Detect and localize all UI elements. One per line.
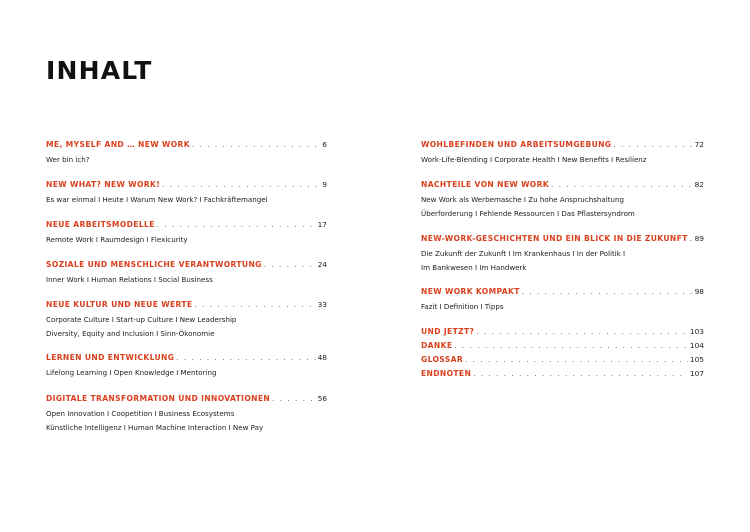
page-title: INHALT <box>46 56 153 85</box>
toc-subtopics: Lifelong Learning I Open Knowledge I Mentoring <box>46 368 217 377</box>
leader-dots <box>454 341 688 352</box>
toc-entry[interactable] <box>421 179 704 220</box>
page-number: 48 <box>317 353 327 362</box>
toc-heading-row <box>421 179 704 191</box>
toc-heading-row <box>46 393 327 405</box>
toc-entry[interactable] <box>46 259 327 287</box>
leader-dots <box>157 220 316 231</box>
toc-subtopics: Diversity, Equity and Inclusion I Sinn-Ökonomie <box>46 328 215 338</box>
toc-entry[interactable] <box>421 139 704 167</box>
page-number: 82 <box>694 180 704 189</box>
page-number: 24 <box>317 260 327 269</box>
toc-subtopics: Fazit I Definition I Tipps <box>421 302 504 311</box>
toc-subtopics: Work-Life-Blending I Corporate Health I New Benefits I Resilienz <box>421 155 647 164</box>
page-number: 104 <box>689 341 704 350</box>
toc-heading-row <box>421 354 704 366</box>
toc-subtopics: Corporate Culture I Start-up Culture I New Leadership <box>46 315 237 324</box>
toc-entry[interactable] <box>46 299 327 340</box>
page-number: 9 <box>322 180 327 189</box>
toc-entry[interactable] <box>421 340 704 352</box>
page-number: 98 <box>694 287 704 296</box>
toc-entry[interactable] <box>421 368 704 380</box>
toc-heading-row <box>46 179 327 191</box>
leader-dots <box>522 287 693 298</box>
toc-subtopics: Open Innovation I Coopetition I Business Ecosystems <box>46 409 235 418</box>
toc-subtopics: Künstliche Intelligenz I Human Machine Interaction I New Pay <box>46 422 264 432</box>
leader-dots <box>690 234 693 245</box>
toc-entry[interactable] <box>421 286 704 314</box>
toc-subtopics: Überforderung I Fehlende Ressourcen I Das Pflastersyndrom <box>421 208 635 218</box>
toc-heading-row <box>46 259 327 271</box>
toc-heading-row <box>421 326 704 338</box>
toc-heading-row <box>421 340 704 352</box>
toc-subtopics: Remote Work I Raumdesign I Flexicurity <box>46 235 188 244</box>
page-number: 6 <box>322 140 327 149</box>
toc-chapter-title[interactable]: ENDNOTEN <box>421 369 472 378</box>
leader-dots <box>473 369 688 380</box>
page-number: 107 <box>689 369 704 378</box>
toc-subtopics: Im Bankwesen I Im Handwerk <box>421 262 527 272</box>
toc-chapter-title[interactable]: GLOSSAR <box>421 355 464 364</box>
leader-dots <box>194 300 315 311</box>
toc-heading-row <box>421 286 704 298</box>
page-number: 33 <box>317 300 327 309</box>
toc-heading-row <box>421 233 704 245</box>
leader-dots <box>176 353 315 364</box>
toc-chapter-title[interactable]: NACHTEILE VON NEW WORK <box>421 180 550 189</box>
toc-entry[interactable] <box>46 393 327 434</box>
toc-chapter-title[interactable]: ME, MYSELF AND … NEW WORK <box>46 140 190 149</box>
toc-subtopics: New Work als Werbemasche I Zu hohe Anspruchshaltung <box>421 195 624 204</box>
toc-heading-row <box>421 368 704 380</box>
toc-heading-row <box>46 139 327 151</box>
toc-subtopics: Wer bin ich? <box>46 155 90 164</box>
toc-heading-row <box>46 352 327 364</box>
leader-dots <box>264 260 316 271</box>
toc-heading-row <box>46 299 327 311</box>
toc-subtopics: Es war einmal I Heute I Warum New Work? I Fachkräftemangel <box>46 195 268 204</box>
toc-entry[interactable] <box>421 326 704 338</box>
toc-chapter-title[interactable]: DIGITALE TRANSFORMATION UND INNOVATIONEN <box>46 394 271 403</box>
toc-subtopics: Die Zukunft der Zukunft I Im Krankenhaus I In der Politik I <box>421 249 626 258</box>
toc-heading-row <box>421 139 704 151</box>
page-number: 89 <box>694 234 704 243</box>
page-number: 72 <box>694 140 704 149</box>
toc-entry[interactable] <box>421 233 704 274</box>
leader-dots <box>476 327 688 338</box>
toc-heading-row <box>46 219 327 231</box>
page-number: 17 <box>317 220 327 229</box>
toc-chapter-title[interactable]: DANKE <box>421 341 453 350</box>
toc-chapter-title[interactable]: NEW WHAT? NEW WORK! <box>46 180 161 189</box>
page-number: 105 <box>689 355 704 364</box>
page-number: 56 <box>317 394 327 403</box>
leader-dots <box>551 180 693 191</box>
toc-chapter-title[interactable]: NEUE ARBEITSMODELLE <box>46 220 155 229</box>
toc-entry[interactable] <box>46 179 327 207</box>
toc-entry[interactable] <box>46 219 327 247</box>
toc-chapter-title[interactable]: LERNEN UND ENTWICKLUNG <box>46 353 175 362</box>
toc-entry[interactable] <box>421 354 704 366</box>
leader-dots <box>272 394 315 405</box>
toc-chapter-title[interactable]: NEW WORK KOMPAKT <box>421 287 520 296</box>
page-number: 103 <box>689 327 704 336</box>
toc-subtopics: Inner Work I Human Relations I Social Business <box>46 275 213 284</box>
leader-dots <box>465 355 688 366</box>
toc-chapter-title[interactable]: NEUE KULTUR UND NEUE WERTE <box>46 300 193 309</box>
toc-chapter-title[interactable]: WOHLBEFINDEN UND ARBEITSUMGEBUNG <box>421 140 612 149</box>
toc-chapter-title[interactable]: NEW-WORK-GESCHICHTEN UND EIN BLICK IN DIE ZUKUNFT <box>421 234 688 243</box>
toc-entry[interactable] <box>46 352 327 380</box>
toc-chapter-title[interactable]: SOZIALE UND MENSCHLICHE VERANTWORTUNG <box>46 260 262 269</box>
leader-dots <box>162 180 320 191</box>
toc-chapter-title[interactable]: UND JETZT? <box>421 327 475 336</box>
leader-dots <box>192 140 320 151</box>
leader-dots <box>613 140 692 151</box>
toc-entry[interactable] <box>46 139 327 167</box>
